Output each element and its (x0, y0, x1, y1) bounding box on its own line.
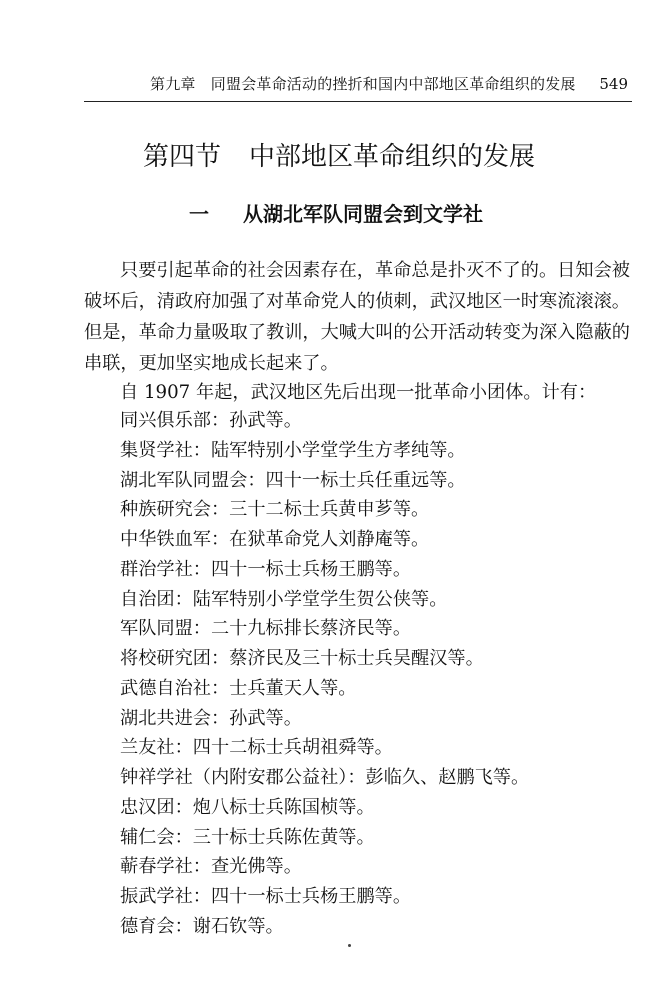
list-item: 蕲春学社：查光佛等。 (120, 856, 302, 878)
list-item: 兰友社：四十二标士兵胡祖舜等。 (120, 737, 393, 759)
list-item: 忠汉团：炮八标士兵陈国桢等。 (120, 796, 375, 818)
subsection-number: 一 (189, 202, 209, 226)
page-number: 549 (599, 75, 628, 93)
section-number: 第四节 (142, 142, 221, 172)
subsection-title-text: 从湖北军队同盟会到文学社 (243, 202, 483, 226)
list-item: 同兴俱乐部：孙武等。 (120, 410, 302, 431)
header-rule (84, 101, 632, 102)
scan-speck (348, 944, 351, 947)
running-title: 第九章 同盟会革命活动的挫折和国内中部地区革命组织的发展 (150, 75, 576, 93)
list-item: 集贤学社：陆军特别小学堂学生方孝纯等。 (120, 439, 466, 461)
list-item: 湖北共进会：孙武等。 (120, 707, 302, 729)
list-item: 钟祥学社（内附安郡公益社）：彭临久、赵鹏飞等。 (120, 767, 530, 788)
list-item: 辅仁会：三十标士兵陈佐黄等。 (120, 826, 375, 848)
list-item: 德育会：谢石钦等。 (120, 915, 284, 937)
section-title (0, 140, 652, 174)
list-item: 武德自治社：士兵董天人等。 (120, 677, 357, 699)
list-item: 种族研究会：三十二标士兵黄申芗等。 (120, 499, 430, 521)
subsection-title (0, 200, 652, 228)
group-list (120, 406, 529, 942)
list-intro: 自 1907 年起，武汉地区先后出现一批革命小团体。计有： (120, 382, 597, 403)
list-item: 自治团：陆军特别小学堂学生贺公侠等。 (120, 588, 448, 610)
list-item: 湖北军队同盟会：四十一标士兵任重远等。 (120, 469, 466, 491)
section-title-text: 中部地区革命组织的发展 (249, 142, 536, 172)
list-item: 中华铁血军：在狱革命党人刘静庵等。 (120, 529, 430, 550)
list-item: 军队同盟：二十九标排长蔡济民等。 (120, 618, 412, 640)
list-item: 振武学社：四十一标士兵杨王鹏等。 (120, 886, 412, 907)
running-header (150, 74, 630, 94)
list-item: 将校研究团：蔡济民及三十标士兵吴醒汉等。 (120, 648, 484, 669)
list-item: 群治学社：四十一标士兵杨王鹏等。 (120, 558, 412, 580)
intro-paragraph: 只要引起革命的社会因素存在，革命总是扑灭不了的。日知会被破坏后，清政府加强了对革命党人的侦刺，武汉地区一时寒流滚滚。但是，革命力量吸取了教训，大喊大叫的公开活动转变为深入隐蔽的串联，更加坚实地成长起来了。 (84, 260, 630, 374)
